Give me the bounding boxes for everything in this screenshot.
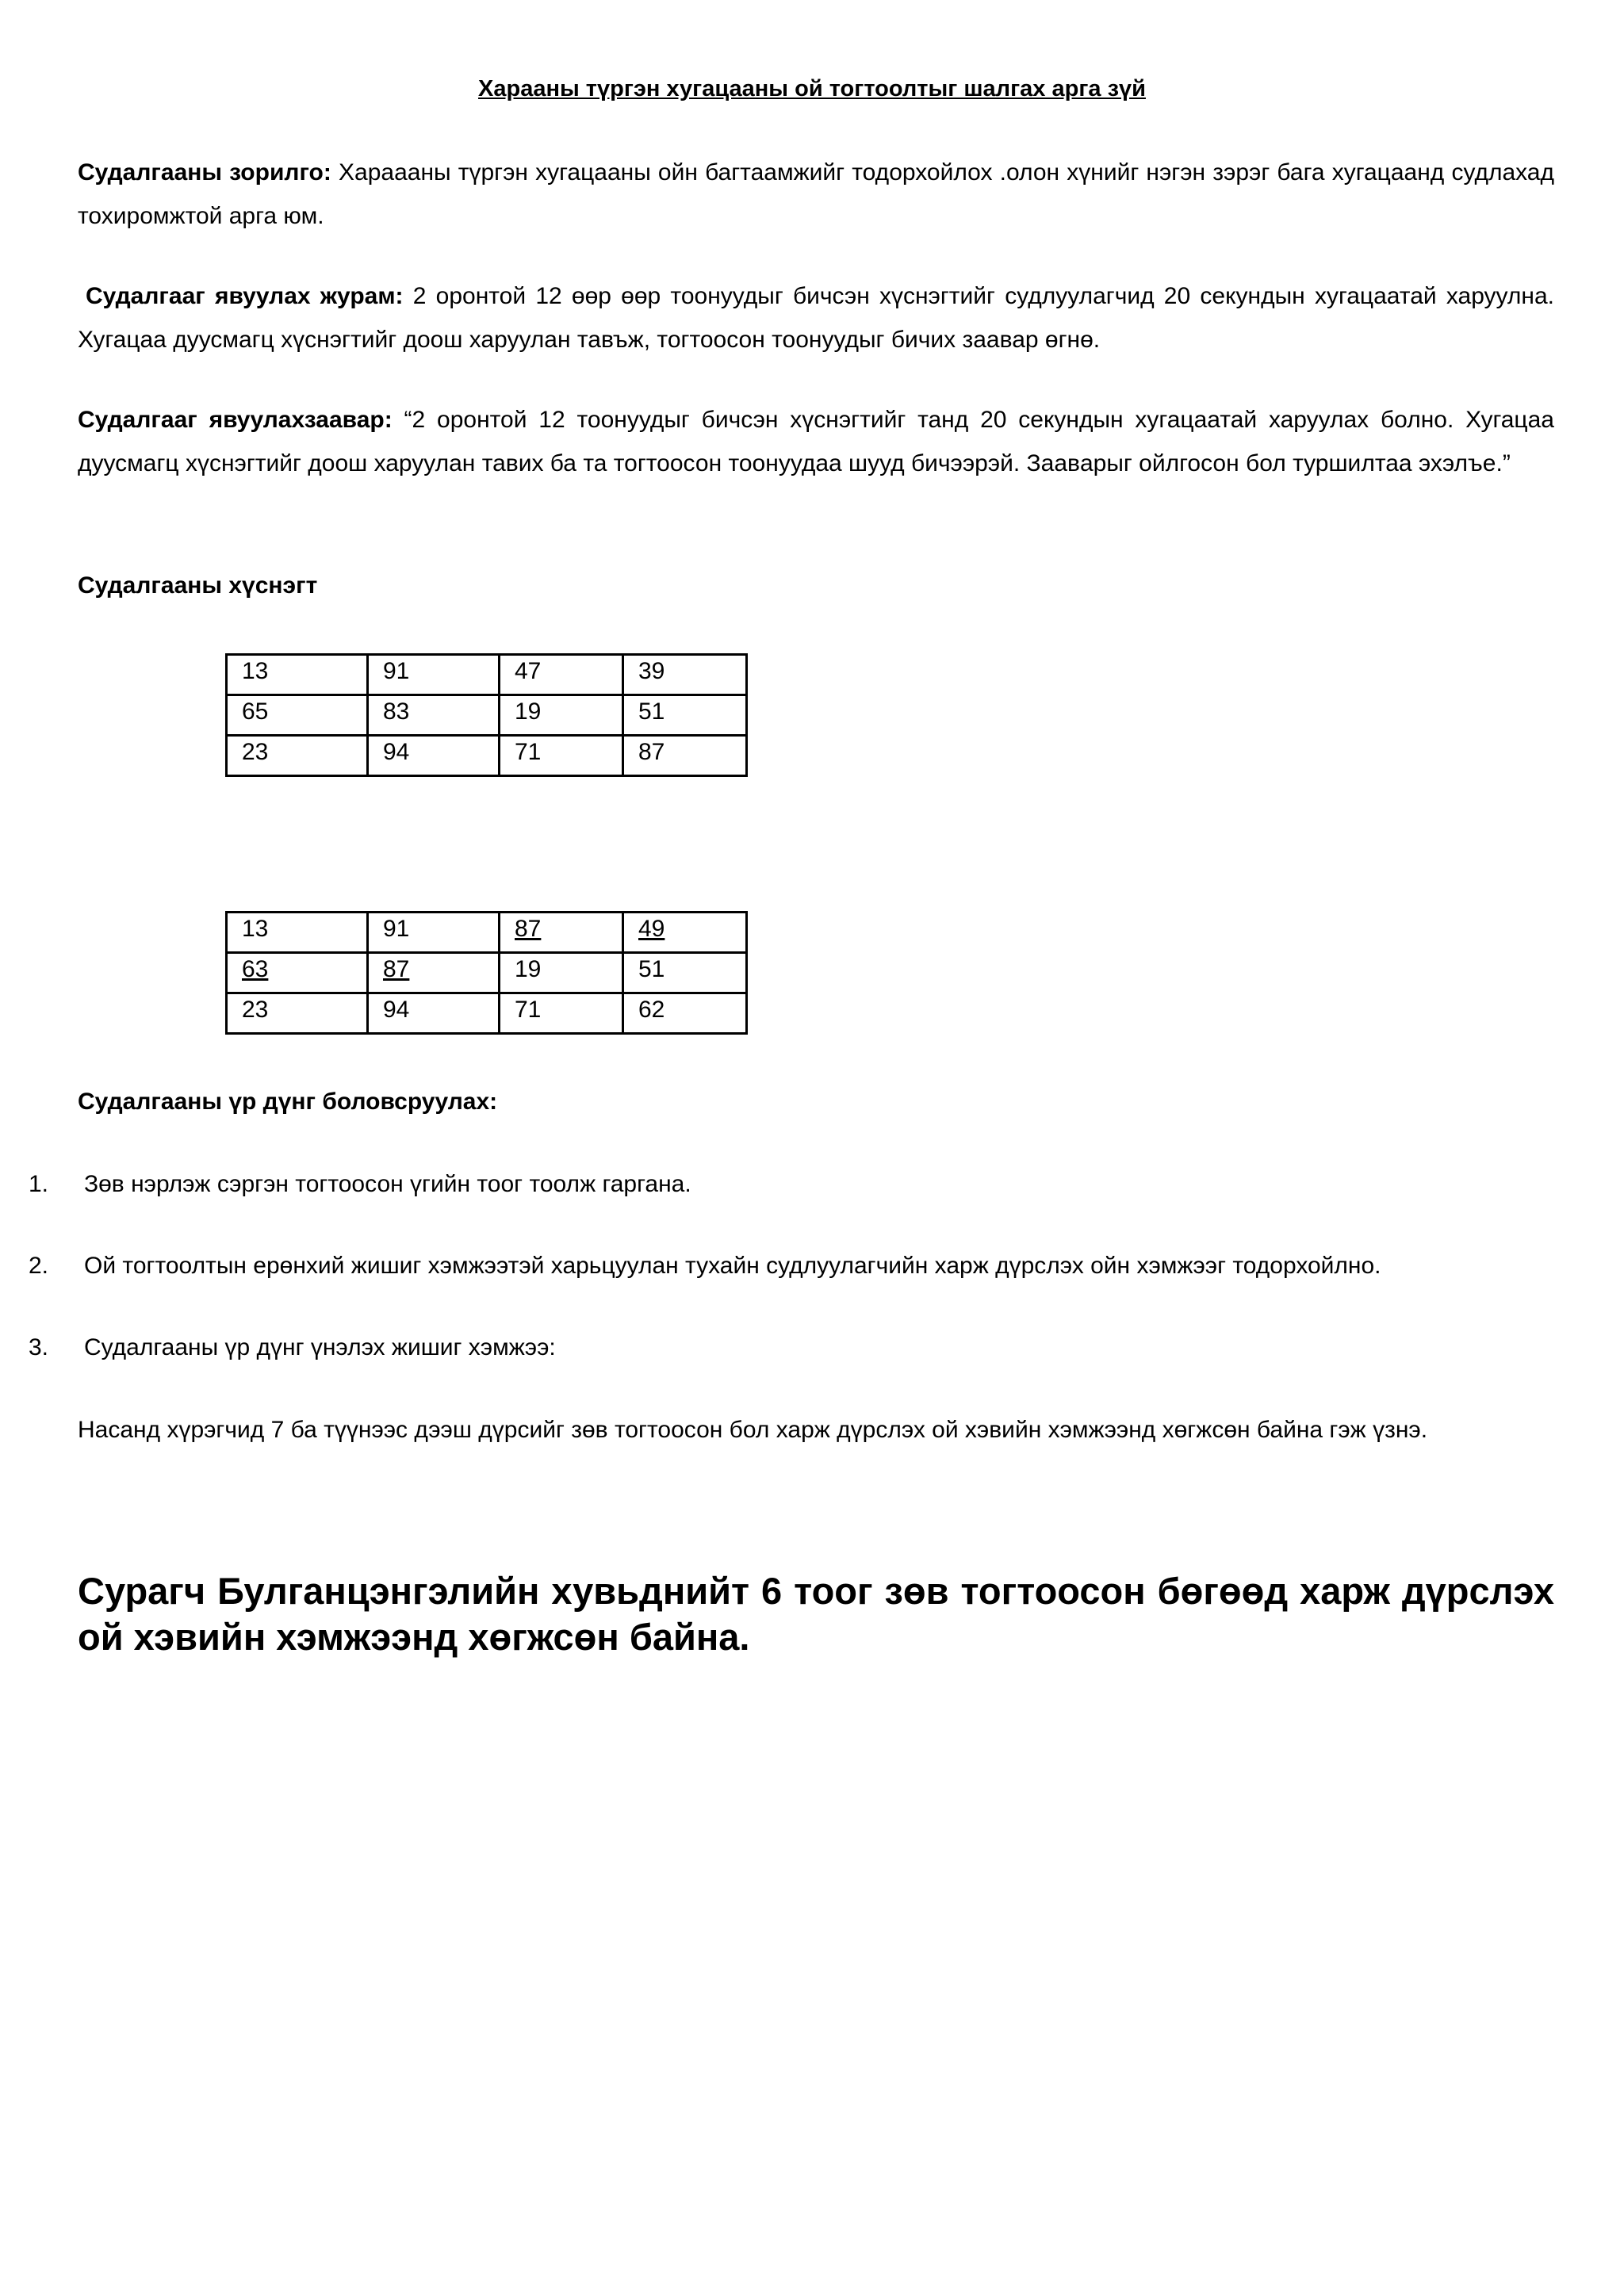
procedure-label: Судалгааг явуулах журам:	[86, 283, 404, 309]
list-text: Ой тогтоолтын ерөнхий жишиг хэмжээтэй харьцуулан тухайн судлуулагчийн харж дүрслэх ойн хэмжээг тодорхойлно.	[84, 1253, 1381, 1279]
table-cell: 39	[623, 655, 747, 695]
list-item	[29, 1334, 556, 1361]
table-cell: 94	[368, 736, 500, 776]
norm-paragraph: Насанд хүрэгчид 7 ба түүнээс дээш дүрсийг зөв тогтоосон бол харж дүрслэх ой хэвийн хэмжээнд хөгжсөн байна гэж үзнэ.	[78, 1417, 1428, 1443]
table-row	[227, 913, 747, 953]
list-number: 2.	[29, 1253, 49, 1279]
table-cell: 19	[500, 695, 623, 736]
goal-text: Хараааны түргэн хугацааны ойн багтаамжийг тодорхойлох .олон хүнийг нэгэн зэрэг бага хугацаанд судлахад тохиромжтой арга юм.	[78, 159, 1554, 229]
underlined-value: 63	[242, 956, 269, 982]
table-cell: 19	[500, 953, 623, 993]
underlined-value: 87	[515, 916, 542, 942]
table-cell: 83	[368, 695, 500, 736]
table-cell-error	[500, 913, 623, 953]
table-cell: 23	[227, 993, 368, 1034]
table-cell: 94	[368, 993, 500, 1034]
table-cell-error	[623, 913, 747, 953]
table-cell: 23	[227, 736, 368, 776]
table-cell: 51	[623, 953, 747, 993]
study-table-original	[225, 653, 748, 777]
table-heading: Судалгааны хүснэгт	[78, 572, 318, 599]
instruction-label: Судалгааг явуулахзаавар:	[78, 407, 393, 433]
conclusion: Сурагч Булганцэнгэлийн хувьднийт 6 тоог зөв тогтоосон бөгөөд харж дүрслэх ой хэвийн хэмжээнд хөгжсөн байна.	[78, 1570, 1554, 1658]
table-cell: 71	[500, 736, 623, 776]
goal-label: Судалгааны зорилго:	[78, 159, 331, 186]
list-number: 3.	[29, 1334, 49, 1360]
table-cell: 47	[500, 655, 623, 695]
list-item	[29, 1253, 1381, 1280]
table-row	[227, 655, 747, 695]
study-table-recalled	[225, 911, 748, 1035]
table-row	[227, 953, 747, 993]
table-cell-error	[368, 953, 500, 993]
table-cell: 13	[227, 913, 368, 953]
underlined-value: 49	[638, 916, 665, 942]
table-cell-error	[227, 953, 368, 993]
table-row	[227, 695, 747, 736]
table-cell: 62	[623, 993, 747, 1034]
list-number: 1.	[29, 1171, 49, 1197]
procedure-text: 2 оронтой 12 өөр өөр тоонуудыг бичсэн хүснэгтийг судлуулагчид 20 секундын хугацаатай харуулна. Хугацаа дуусмагц хүснэгтийг доош харуулан тавъж, тогтоосон тоонуудыг бичих заавар өгнө.	[78, 283, 1554, 353]
table-row	[227, 993, 747, 1034]
goal-paragraph	[78, 151, 1554, 238]
table-cell: 91	[368, 913, 500, 953]
document-title: Харааны түргэн хугацааны ой тогтоолтыг шалгах арга зүй	[478, 76, 1146, 101]
list-item	[29, 1171, 691, 1198]
table-cell: 51	[623, 695, 747, 736]
table-cell: 87	[623, 736, 747, 776]
table-cell: 91	[368, 655, 500, 695]
results-heading: Судалгааны үр дүнг боловсруулах:	[78, 1089, 498, 1115]
table-row	[227, 736, 747, 776]
table-cell: 13	[227, 655, 368, 695]
table-cell: 71	[500, 993, 623, 1034]
underlined-value: 87	[383, 956, 410, 982]
procedure-paragraph	[78, 274, 1554, 362]
list-text: Судалгааны үр дүнг үнэлэх жишиг хэмжээ:	[84, 1334, 556, 1360]
instruction-paragraph	[78, 398, 1554, 485]
instruction-text: “2 оронтой 12 тоонуудыг бичсэн хүснэгтийг танд 20 секундын хугацаатай харуулах болно. Хугацаа дуусмагц хүснэгтийг доош харуулан тавих ба та тогтоосон тоонуудаа шууд бичээрэй. Заавaрыг ойлгосон бол туршилтаа эхэлъе.”	[78, 407, 1554, 476]
table-cell: 65	[227, 695, 368, 736]
list-text: Зөв нэрлэж сэргэн тогтоосон үгийн тоог тоолж гаргана.	[84, 1171, 691, 1197]
